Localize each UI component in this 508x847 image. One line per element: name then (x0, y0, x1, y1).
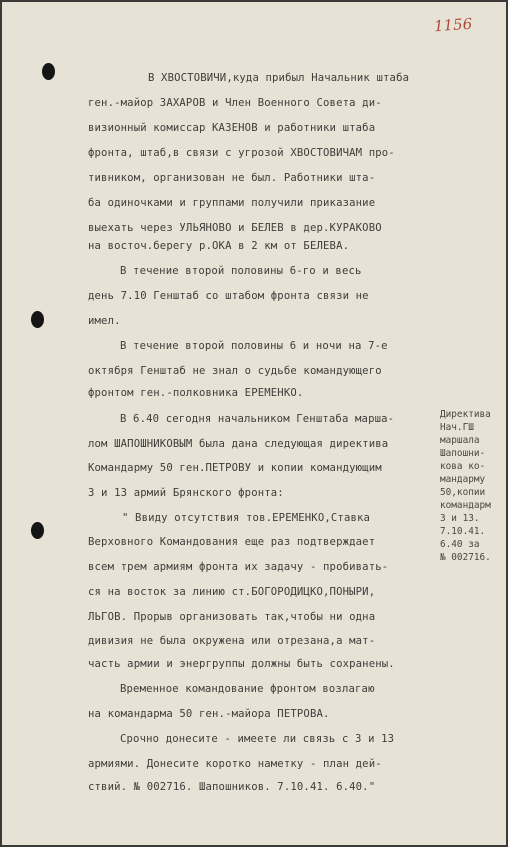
text-line: ЛЬГОВ. Прорыв организовать так,чтобы ни одна (88, 611, 376, 623)
text-line: ствий. № 002716. Шапошников. 7.10.41. 6.40." (88, 781, 376, 793)
text-line: 3 и 13 армий Брянского фронта: (88, 487, 284, 499)
binding-hole (42, 63, 55, 80)
margin-note-line: командарм (440, 500, 491, 511)
margin-note-line: маршала (440, 435, 480, 446)
text-line: В ХВОСТОВИЧИ,куда прибыл Начальник штаба (148, 72, 410, 84)
margin-note-line: Шапошни- (440, 448, 486, 459)
text-line: Временное командование фронтом возлагаю (120, 683, 375, 695)
margin-note-line: 6.40 за (440, 539, 480, 550)
text-line: выехать через УЛЬЯНОВО и БЕЛЕВ в дер.КУРАКОВО (88, 222, 382, 234)
text-line: В течение второй половины 6-го и весь (120, 265, 362, 277)
text-line: Командарму 50 ген.ПЕТРОВУ и копии командующим (88, 462, 382, 474)
text-line: В 6.40 сегодня начальником Генштаба марша- (120, 413, 395, 425)
text-line: армиями. Донесите коротко наметку - план дей- (88, 758, 382, 770)
text-line: фронтом ген.-полковника ЕРЕМЕНКО. (88, 387, 304, 399)
text-line: день 7.10 Генштаб со штабом фронта связи не (88, 290, 369, 302)
margin-note-line: 3 и 13. (440, 513, 480, 524)
margin-note-line: Нач.ГШ (440, 422, 474, 433)
text-line: фронта, штаб,в связи с угрозой ХВОСТОВИЧАМ про- (88, 147, 395, 159)
text-line: дивизия не была окружена или отрезана,а мат- (88, 635, 376, 647)
text-line: тивником, организован не был. Работники шта- (88, 172, 376, 184)
text-line: Срочно донесите - имеете ли связь с 3 и 13 (120, 733, 395, 745)
margin-note-line: 50,копии (440, 487, 486, 498)
margin-note-line: № 002716. (440, 552, 491, 563)
text-line: всем трем армиям фронта их задачу - пробивать- (88, 561, 389, 573)
margin-note-line: Директива (440, 409, 491, 420)
text-line: на восточ.берегу р.ОКА в 2 км от БЕЛЕВА. (88, 240, 350, 252)
margin-note-line: мандарму (440, 474, 486, 485)
text-line: " Ввиду отсутствия тов.ЕРЕМЕНКО,Ставка (122, 512, 371, 524)
text-line: ген.-майор ЗАХАРОВ и Член Военного Совета ди- (88, 97, 382, 109)
text-line: визионный комиссар КАЗЕНОВ и работники штаба (88, 122, 376, 134)
text-line: Верховного Командования еще раз подтверждает (88, 536, 376, 548)
text-line: лом ШАПОШНИКОВЫМ была дана следующая директива (88, 438, 389, 450)
text-line: часть армии и энергруппы должны быть сохранены. (88, 658, 395, 670)
page-number: 1156 (433, 14, 473, 36)
margin-note-line: 7.10.41. (440, 526, 486, 537)
text-line: октября Генштаб не знал о судьбе командующего (88, 365, 382, 377)
binding-hole (31, 311, 44, 328)
text-line: ба одиночками и группами получили приказание (88, 197, 376, 209)
binding-hole (31, 522, 44, 539)
text-line: на командарма 50 ген.-майора ПЕТРОВА. (88, 708, 330, 720)
text-line: имел. (88, 315, 121, 327)
text-line: В течение второй половины 6 и ночи на 7-е (120, 340, 388, 352)
text-line: ся на восток за линию ст.БОГОРОДИЦКО,ПОНЫРИ, (88, 586, 376, 598)
margin-note-line: кова ко- (440, 461, 486, 472)
